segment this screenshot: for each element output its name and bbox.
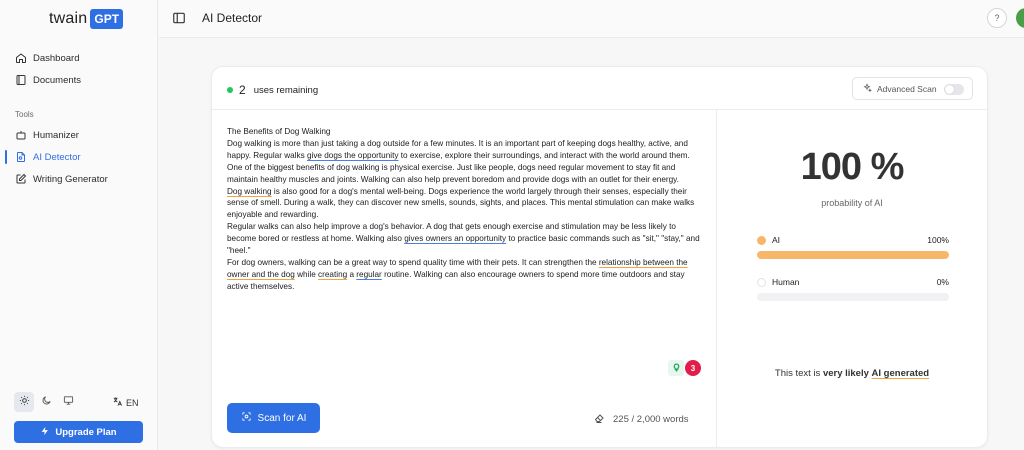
tools-nav — [0, 124, 158, 190]
translate-icon — [112, 396, 123, 409]
ai-score-label: AI — [772, 235, 781, 245]
robot-icon — [14, 129, 27, 142]
ai-score-row — [757, 235, 949, 259]
card-toolbar — [212, 67, 987, 110]
logo-badge: GPT — [90, 9, 123, 29]
text-paragraph-2: One of the biggest benefits of dog walking is physical exercise. Just like people, dogs need regular movement to stay fit and maintain healthy muscles and joints. Walking can also help prevent boredom and provide dogs with an outlet for their energy. — [227, 162, 679, 184]
text-paragraph-1: Dog walking is more than just taking a dog outside for a few minutes. It is an important part of keeping dogs healthy, active, and happy. Regular walks give dogs the opportunity to exercise, explore their surroundings, and interact with the world around them. — [227, 138, 690, 160]
human-score-label: Human — [772, 277, 800, 287]
text-paragraph-5: For dog owners, walking can be a great way to spend quality time with their pets. It can strengthen the relationship between the owner and the dog while creating a regular routine. Walking can also encourage owners to spend more time outdoors and stay active themselves. — [227, 257, 688, 291]
main-nav — [0, 47, 158, 91]
ai-color-dot — [757, 236, 766, 245]
suggestion-highlight[interactable]: creating — [318, 269, 348, 279]
ai-score-value: 100% — [927, 235, 949, 245]
suggestion-highlight[interactable]: Dog walking — [227, 186, 272, 196]
sidebar-item-ai-detector[interactable] — [0, 146, 158, 168]
detector-card — [211, 66, 988, 448]
word-count-text: 225 / 2,000 words — [613, 414, 689, 425]
word-count — [593, 412, 689, 427]
page-title: AI Detector — [202, 11, 263, 25]
language-selector[interactable] — [112, 396, 139, 409]
advanced-scan-toggle[interactable] — [852, 77, 973, 100]
extension-badges — [668, 360, 701, 376]
sidebar-toggle-button[interactable] — [172, 11, 186, 25]
top-header — [159, 0, 1024, 38]
help-button[interactable]: ? — [987, 8, 1007, 28]
ai-percentage: 100 % — [800, 146, 904, 188]
sidebar-item-writing-generator[interactable] — [0, 168, 158, 190]
sparkle-icon — [862, 83, 877, 95]
sidebar-toggle-icon — [172, 12, 186, 29]
bolt-icon — [40, 426, 50, 439]
eraser-icon[interactable] — [593, 412, 605, 427]
book-icon — [14, 74, 27, 87]
human-score-bar — [757, 293, 949, 301]
uses-text: uses remaining — [253, 84, 319, 96]
suggestion-highlight[interactable]: relationship between the owner and the dog — [227, 257, 688, 279]
logo[interactable] — [49, 9, 123, 29]
verdict-highlight: AI generated — [871, 368, 930, 379]
sun-icon — [19, 393, 30, 411]
suggestion-highlight[interactable]: give dogs the opportunity — [306, 150, 399, 160]
sidebar-item-humanizer[interactable] — [0, 124, 158, 146]
monitor-icon — [63, 393, 74, 411]
scan-for-ai-button[interactable] — [227, 403, 320, 433]
language-label: EN — [126, 397, 139, 408]
grammar-extension-button[interactable] — [668, 360, 684, 376]
home-icon — [14, 52, 27, 65]
document-search-icon — [14, 151, 27, 164]
upgrade-plan-button[interactable] — [14, 421, 143, 443]
ai-percentage-label: probability of AI — [821, 198, 883, 208]
sidebar-item-dashboard[interactable] — [0, 47, 158, 69]
dark-theme-button[interactable] — [36, 392, 56, 412]
human-score-value: 0% — [936, 277, 949, 287]
uses-remaining — [227, 83, 318, 97]
result-panel — [717, 110, 987, 447]
avatar[interactable] — [1016, 8, 1024, 28]
text-paragraph-3: Dog walking is also good for a dog's mental well-being. Dogs experience the world largely through their senses, especially their sense of smell. During a walk, they can discover new smells, sounds, sights, and places. This mental stimulation can make walks enjoyable and rewarding. — [227, 186, 695, 220]
sidebar-item-label: Dashboard — [33, 52, 80, 64]
light-theme-button[interactable] — [14, 392, 34, 412]
sidebar-item-documents[interactable] — [0, 69, 158, 91]
ai-score-bar-fill — [757, 251, 949, 259]
verdict-text: This text is very likely AI generated — [774, 368, 930, 379]
advanced-scan-label: Advanced Scan — [877, 83, 937, 94]
upgrade-label: Upgrade Plan — [55, 426, 117, 438]
text-paragraph-4: Regular walks can also help improve a dog's behavior. A dog that gets enough exercise and stimulation may be less likely to become bored or restless at home. Walking also gives owners an opportunity to practice basic commands such as "sit," "stay," and "heel." — [227, 222, 700, 256]
scan-button-label: Scan for AI — [257, 412, 307, 424]
sidebar — [0, 0, 158, 450]
ai-score-bar — [757, 251, 949, 259]
suggestion-highlight[interactable]: regular — [356, 269, 382, 279]
status-dot — [227, 87, 233, 93]
logo-text: twain — [49, 10, 88, 27]
sidebar-item-label: Humanizer — [33, 129, 79, 141]
theme-switcher — [14, 392, 78, 412]
moon-icon — [41, 393, 52, 411]
uses-count: 2 — [239, 83, 246, 97]
human-color-dot — [757, 278, 766, 287]
advanced-scan-switch[interactable] — [944, 84, 964, 95]
human-score-row — [757, 277, 949, 301]
scan-icon — [241, 411, 252, 425]
system-theme-button[interactable] — [58, 392, 78, 412]
text-title: The Benefits of Dog Walking — [227, 127, 331, 136]
input-text-area[interactable] — [227, 126, 705, 293]
lightbulb-icon — [672, 359, 681, 377]
pen-square-icon — [14, 173, 27, 186]
issues-count-badge[interactable]: 3 — [685, 360, 701, 376]
tools-section-label: Tools — [15, 110, 34, 119]
sidebar-item-label: Documents — [33, 74, 82, 86]
sidebar-item-label: AI Detector — [33, 151, 81, 163]
suggestion-highlight[interactable]: gives owners an opportunity — [404, 234, 507, 244]
sidebar-item-label: Writing Generator — [33, 173, 108, 185]
